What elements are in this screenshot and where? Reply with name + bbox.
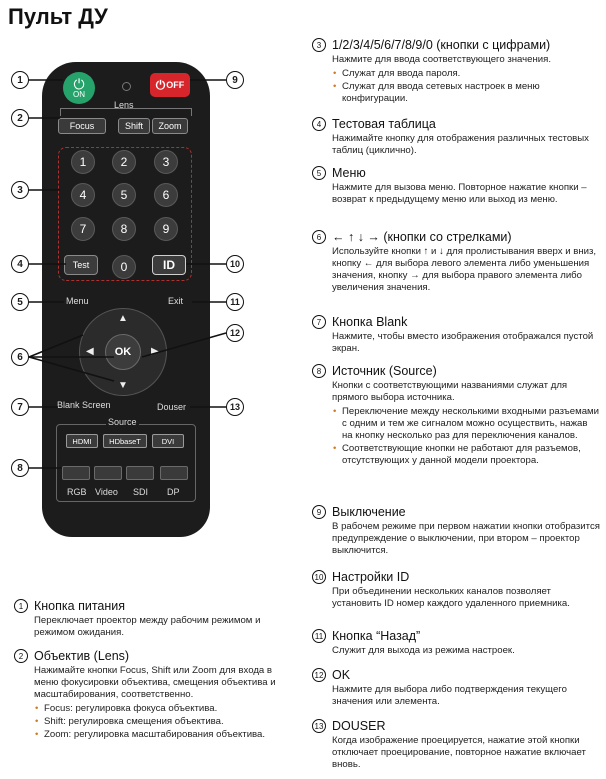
- section-body: Кнопки с соответствующими названиями служат для прямого выбора источника.: [332, 380, 568, 403]
- section-heading: Кнопка “Назад”: [332, 629, 421, 643]
- power-on-label: ON: [73, 90, 85, 99]
- callout-2: 2: [11, 109, 29, 127]
- digit-7-button[interactable]: 7: [71, 217, 95, 241]
- power-off-label: OFF: [166, 80, 185, 90]
- section-4: [312, 117, 600, 157]
- section-1: [14, 599, 284, 639]
- callout-12: 12: [226, 324, 244, 342]
- digit-9-button[interactable]: 9: [154, 217, 178, 241]
- power-icon: ⏻: [155, 77, 166, 92]
- section-number: 5: [312, 166, 326, 180]
- section-body: При объединении нескольких каналов позволяет установить ID номер каждого удаленного приемника.: [332, 586, 570, 609]
- section-heading: Кнопка питания: [34, 599, 126, 613]
- zoom-button[interactable]: Zoom: [152, 118, 188, 134]
- section-heading: Объектив (Lens): [34, 649, 130, 663]
- callout-9: 9: [226, 71, 244, 89]
- callout-5: 5: [11, 293, 29, 311]
- section-number: 7: [312, 315, 326, 329]
- section-number: 8: [312, 364, 326, 378]
- video-label: Video: [95, 487, 118, 497]
- arrow-left-icon[interactable]: ◀: [86, 346, 94, 357]
- section-heading: OK: [332, 668, 351, 682]
- hdbaset-button[interactable]: HDbaseT: [103, 434, 147, 448]
- exit-button[interactable]: Exit: [168, 296, 184, 306]
- section-13: [312, 719, 600, 771]
- section-11: [312, 629, 600, 657]
- section-heading: 1/2/3/4/5/6/7/8/9/0 (кнопки с цифрами): [332, 38, 551, 52]
- power-icon: ⏻: [73, 76, 85, 92]
- section-9: [312, 505, 600, 557]
- digit-6-button[interactable]: 6: [154, 183, 178, 207]
- callout-13: 13: [226, 398, 244, 416]
- callout-6: 6: [11, 348, 29, 366]
- section-body: Нажмите, чтобы вместо изображения отображался пустой экран.: [332, 331, 594, 354]
- section-number: 4: [312, 117, 326, 131]
- section-heading: Меню: [332, 166, 366, 180]
- section-body: Нажимайте кнопки Focus, Shift или Zoom для входа в меню фокусировки объектива, смещения объектива и масштабирования, соответственно.: [34, 665, 276, 700]
- section-6: [312, 230, 600, 294]
- callout-7: 7: [11, 398, 29, 416]
- callout-4: 4: [11, 255, 29, 273]
- section-heading: DOUSER: [332, 719, 386, 733]
- digit-3-button[interactable]: 3: [154, 150, 178, 174]
- section-heading: ← ↑ ↓ → (кнопки со стрелками): [332, 230, 512, 244]
- arrow-right-icon[interactable]: ▶: [151, 346, 159, 357]
- sdi-label: SDI: [133, 487, 149, 497]
- list-item: • Zoom: регулировка масштабирования объектива.: [34, 729, 284, 741]
- section-number: 2: [14, 649, 28, 663]
- section-heading: Настройки ID: [332, 570, 410, 584]
- list-item: • Shift: регулировка смещения объектива.: [34, 716, 284, 728]
- callout-3: 3: [11, 181, 29, 199]
- digit-0-button[interactable]: 0: [112, 255, 136, 279]
- section-body: В рабочем режиме при первом нажатии кнопки отобразится предупреждение о выключении, при втором – проектор выключится.: [332, 521, 600, 556]
- ok-button[interactable]: OK: [105, 334, 141, 370]
- section-body: Используйте кнопки ↑ и ↓ для пролистывания вверх и вниз, кнопку ← для выбора левого элемента либо уменьшения значения, кнопку → для выбора правого элемента либо увеличения значения.: [332, 246, 597, 293]
- list-item: • Служат для ввода пароля.: [332, 68, 600, 80]
- list-item: • Переключение между несколькими входными разъемами с одним и тем же сигналом можно осуществить, нажав на кнопку несколько раз для переключения каналов.: [332, 406, 600, 442]
- section-8: [312, 364, 600, 467]
- menu-button[interactable]: Menu: [66, 296, 89, 306]
- dvi-button[interactable]: DVI: [152, 434, 184, 448]
- douser-button[interactable]: Douser: [157, 402, 187, 412]
- digit-1-button[interactable]: 1: [71, 150, 95, 174]
- section-number: 13: [312, 719, 326, 733]
- digit-4-button[interactable]: 4: [71, 183, 95, 207]
- section-body: Нажимайте кнопку для отображения различных тестовых таблиц (циклично).: [332, 133, 589, 156]
- dp-label: DP: [167, 487, 180, 497]
- section-number: 1: [14, 599, 28, 613]
- source-label: Source: [108, 417, 137, 427]
- section-heading: Кнопка Blank: [332, 315, 408, 329]
- shift-button[interactable]: Shift: [118, 118, 150, 134]
- section-number: 11: [312, 629, 326, 643]
- section-number: 6: [312, 230, 326, 244]
- section-body: Нажмите для выбора либо подтверждения текущего значения или элемента.: [332, 684, 567, 707]
- section-10: [312, 570, 600, 610]
- section-body: Переключает проектор между рабочим режимом и режимом ожидания.: [34, 615, 261, 638]
- list-item: • Соответствующие кнопки не работают для разъемов, отсутствующих у данной модели проектора.: [332, 443, 600, 467]
- callout-1: 1: [11, 71, 29, 89]
- section-heading: Выключение: [332, 505, 406, 519]
- section-number: 10: [312, 570, 326, 584]
- digit-5-button[interactable]: 5: [112, 183, 136, 207]
- callout-10: 10: [226, 255, 244, 273]
- section-number: 12: [312, 668, 326, 682]
- section-body: Нажмите для вызова меню. Повторное нажатие кнопки – возврат к предыдущему меню или выход из меню.: [332, 182, 587, 205]
- callout-8: 8: [11, 459, 29, 477]
- arrow-down-icon[interactable]: ▼: [118, 380, 128, 391]
- section-5: [312, 166, 600, 206]
- page-title: Пульт ДУ: [8, 4, 108, 29]
- digit-8-button[interactable]: 8: [112, 217, 136, 241]
- lens-label: Lens: [114, 100, 134, 110]
- test-button[interactable]: Test: [64, 255, 98, 275]
- section-7: [312, 315, 600, 355]
- section-number: 3: [312, 38, 326, 52]
- blank-screen-button[interactable]: Blank Screen: [57, 400, 111, 410]
- callout-11: 11: [226, 293, 244, 311]
- digit-2-button[interactable]: 2: [112, 150, 136, 174]
- focus-button[interactable]: Focus: [58, 118, 106, 134]
- section-12: [312, 668, 600, 708]
- section-body: Служит для выхода из режима настроек.: [332, 645, 515, 656]
- section-body: Нажмите для ввода соответствующего значения.: [332, 54, 551, 65]
- section-2: [14, 649, 284, 741]
- section-heading: Тестовая таблица: [332, 117, 436, 131]
- section-body: Когда изображение проецируется, нажатие этой кнопки отключает проецирование, повторное нажатие включает вновь.: [332, 735, 586, 770]
- section-3: [312, 38, 600, 105]
- id-button[interactable]: ID: [152, 255, 186, 275]
- list-item: • Служат для ввода сетевых настроек в меню конфигурации.: [332, 81, 600, 105]
- section-number: 9: [312, 505, 326, 519]
- hdmi-button[interactable]: HDMI: [66, 434, 98, 448]
- list-item: • Focus: регулировка фокуса объектива.: [34, 703, 284, 715]
- arrow-up-icon[interactable]: ▲: [118, 313, 128, 324]
- section-heading: Источник (Source): [332, 364, 437, 378]
- rgb-label: RGB: [67, 487, 87, 497]
